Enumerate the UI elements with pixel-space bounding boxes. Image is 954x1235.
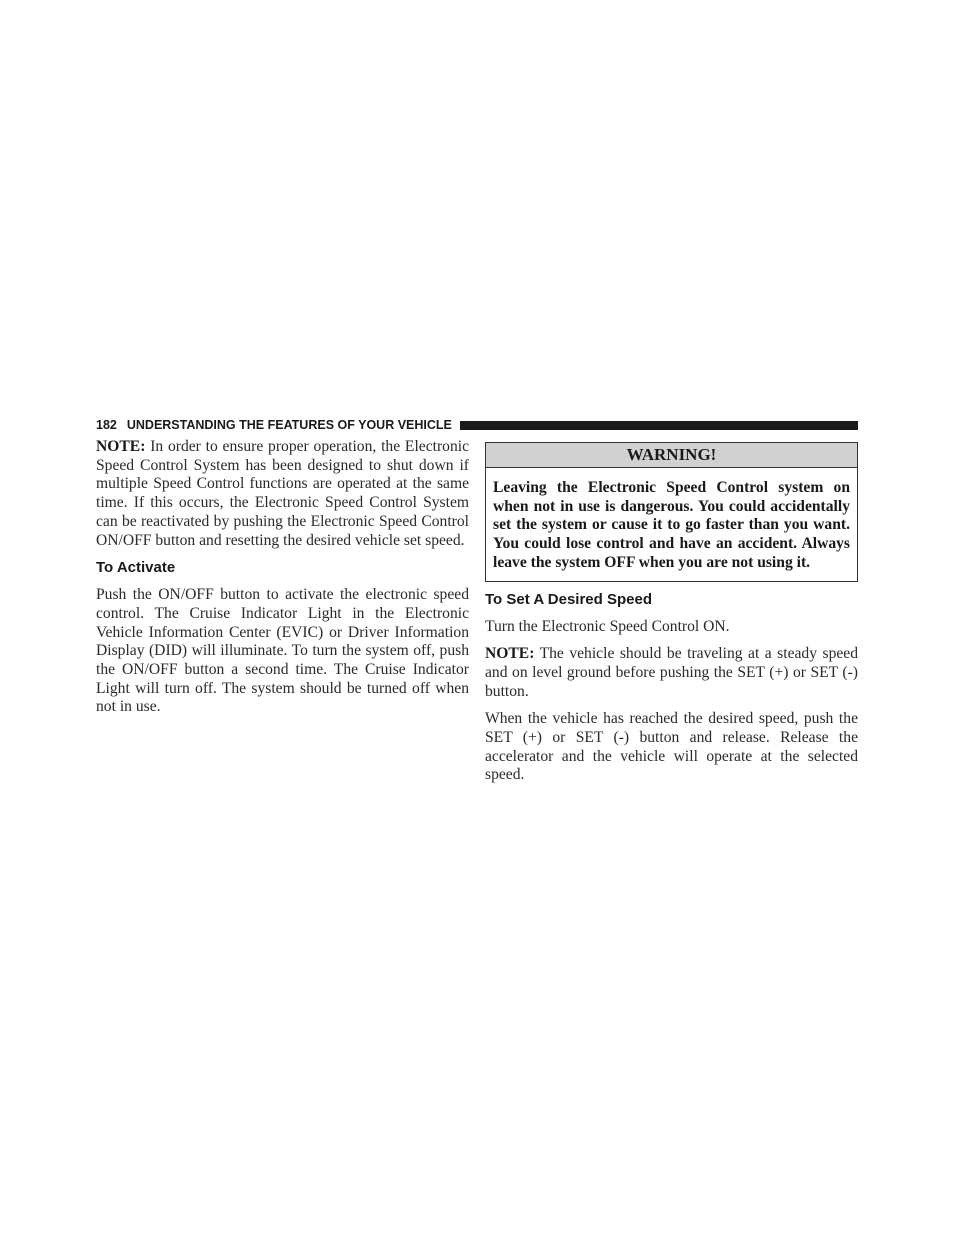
note-text: The vehicle should be traveling at a steady speed and on level ground before pushing the SET (+) or SET (-) button. [485, 645, 859, 700]
header-rule [460, 421, 858, 430]
note-label: NOTE: [485, 645, 535, 663]
to-activate-heading: To Activate [96, 559, 176, 577]
note-text: In order to ensure proper operation, the Electronic Speed Control System has been designed to shut down if multiple Speed Control functions are operated at the same time. If this occurs, the Electronic Speed Control System can be reactivated by pushing the Electronic Speed Control ON/OFF button and resetting the desired vehicle set speed. [96, 438, 469, 549]
warning-box [485, 442, 858, 582]
note-paragraph [96, 438, 469, 550]
set-speed-note [485, 645, 858, 701]
note-label: NOTE: [96, 438, 146, 455]
warning-title: WARNING! [486, 443, 857, 468]
set-speed-heading: To Set A Desired Speed [485, 590, 652, 608]
to-activate-text: Push the ON/OFF button to activate the electronic speed control. The Cruise Indicator Light in the Electronic Vehicle Information Center (EVIC) or Driver Information Display (DID) will illuminate. To turn the system off, push the ON/OFF button a second time. The Cruise Indicator Light will turn off. The system should be turned off when not in use. [96, 586, 469, 716]
page-header [96, 417, 858, 433]
set-speed-intro: Turn the Electronic Speed Control ON. [485, 617, 730, 635]
set-speed-final-text: When the vehicle has reached the desired speed, push the SET (+) or SET (-) button and release. Release the accelerator and the vehicle will operate at the selected speed. [485, 710, 858, 784]
warning-text: Leaving the Electronic Speed Control system on when not in use is dangerous. You could accidentally set the system or cause it to go faster than you want. You could lose control and have an accident. Always leave the system OFF when you are not using it. [493, 479, 850, 571]
page-number: 182 [96, 418, 117, 432]
right-column [485, 438, 858, 785]
left-column [96, 438, 469, 717]
section-title: UNDERSTANDING THE FEATURES OF YOUR VEHICLE [126, 418, 452, 432]
